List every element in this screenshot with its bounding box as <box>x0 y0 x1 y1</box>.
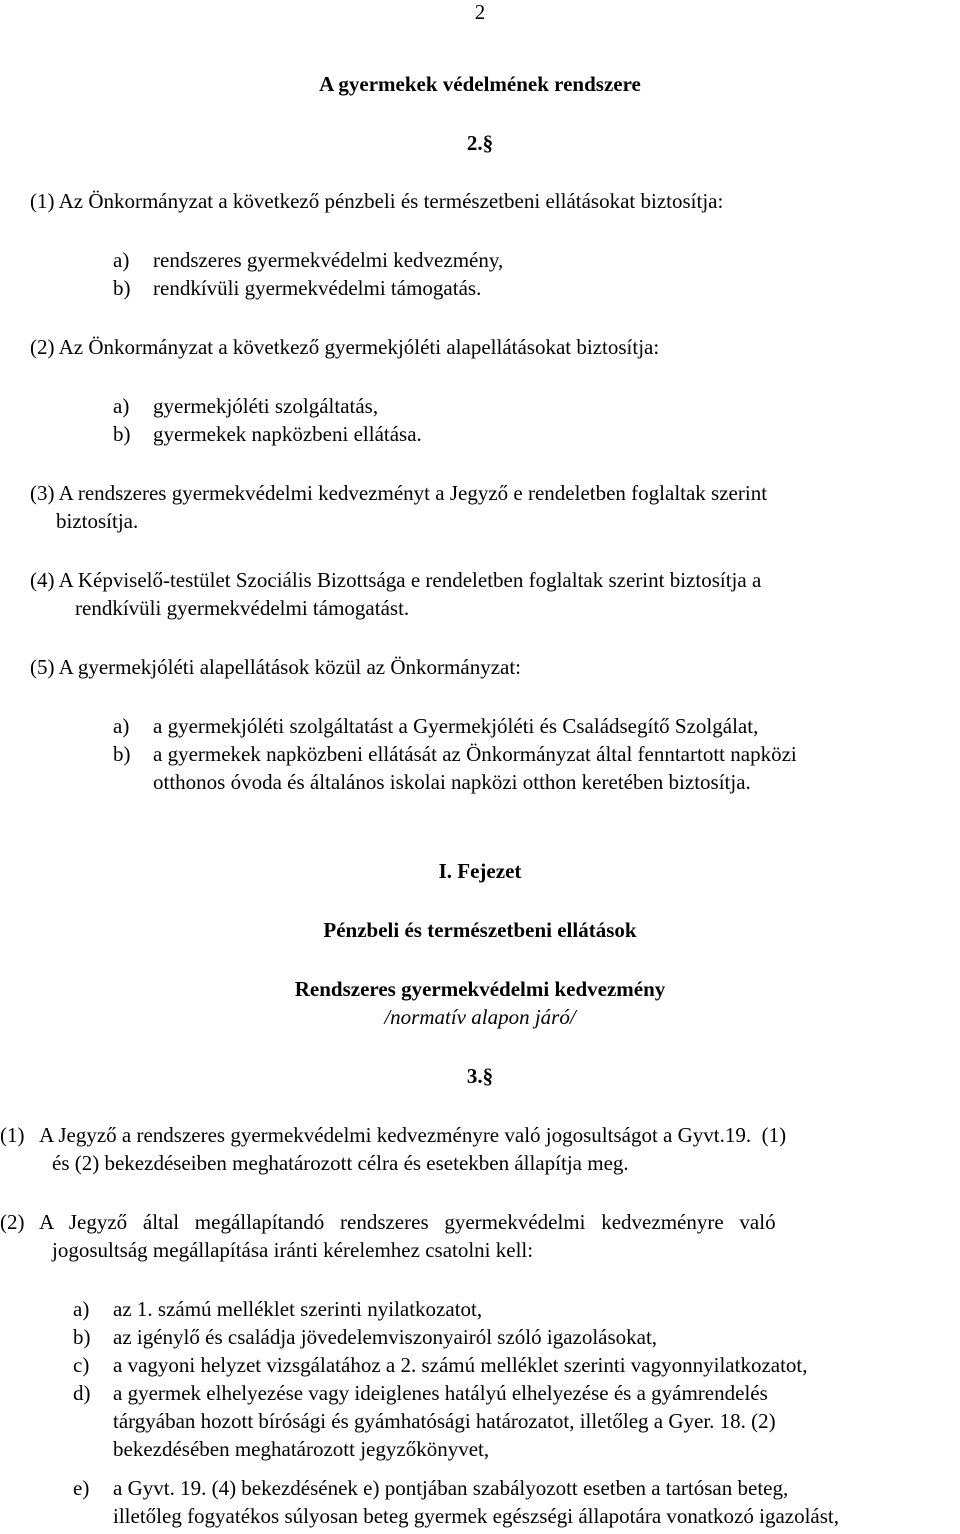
page-number: 2 <box>474 0 486 24</box>
list-item: b) gyermekek napközbeni ellátása. <box>113 422 422 446</box>
list-item: b) a gyermekek napközbeni ellátását az Önkormányzat által fenntartott napközi <box>113 742 797 766</box>
section-2-paragraph-3: (3) A rendszeres gyermekvédelmi kedvezményt a Jegyző e rendeletben foglaltak szerint <box>30 481 768 505</box>
chapter-note: /normatív alapon járó/ <box>384 1005 576 1029</box>
list-item-cont: illetőleg fogyatékos súlyosan beteg gyermek egészségi állapotára vonatkozó igazolást, <box>113 1504 840 1528</box>
list-item: e) a Gyvt. 19. (4) bekezdésének e) pontjában szabályozott esetben a tartósan beteg, <box>73 1476 789 1500</box>
section-2-paragraph-3-cont: biztosítja. <box>56 509 139 533</box>
section-3-paragraph-2: (2) A Jegyző által megállapítandó rendszeres gyermekvédelmi kedvezményre való <box>0 1210 776 1234</box>
section-3-sign: 3.§ <box>466 1064 494 1088</box>
list-item-cont: tárgyában hozott bírósági és gyámhatósági határozatot, illetőleg a Gyer. 18. (2) <box>113 1409 776 1433</box>
section-3-paragraph-1: (1) A Jegyző a rendszeres gyermekvédelmi kedvezményre való jogosultságot a Gyvt.19. (1) <box>0 1123 787 1147</box>
list-item: a) az 1. számú melléklet szerinti nyilatkozatot, <box>73 1297 483 1321</box>
section-2-sign: 2.§ <box>466 131 494 155</box>
section-2-paragraph-2: (2) Az Önkormányzat a következő gyermekjóléti alapellátásokat biztosítja: <box>30 335 660 359</box>
list-item: c) a vagyoni helyzet vizsgálatához a 2. számú melléklet szerinti vagyonnyilatkozatot, <box>73 1353 808 1377</box>
list-item-cont: otthonos óvoda és általános iskolai napközi otthon keretében biztosítja. <box>153 770 751 794</box>
list-item-cont: bekezdésében meghatározott jegyzőkönyvet, <box>113 1437 490 1461</box>
list-item: a) rendszeres gyermekvédelmi kedvezmény, <box>113 248 504 272</box>
list-item: a) gyermekjóléti szolgáltatás, <box>113 394 379 418</box>
list-item: b) rendkívüli gyermekvédelmi támogatás. <box>113 276 482 300</box>
section-2-paragraph-4: (4) A Képviselő-testület Szociális Bizottsága e rendeletben foglaltak szerint biztosítja a <box>30 568 762 592</box>
section-2-paragraph-4-cont: rendkívüli gyermekvédelmi támogatást. <box>75 596 410 620</box>
list-item: b) az igénylő és családja jövedelemviszonyairól szóló igazolásokat, <box>73 1325 658 1349</box>
list-item: a) a gyermekjóléti szolgáltatást a Gyermekjóléti és Családsegítő Szolgálat, <box>113 714 759 738</box>
list-item: d) a gyermek elhelyezése vagy ideiglenes hatályú elhelyezése és a gyámrendelés <box>73 1381 768 1405</box>
section-3-paragraph-1-cont: és (2) bekezdéseiben meghatározott célra és esetekben állapítja meg. <box>52 1151 629 1175</box>
section-3-paragraph-2-cont: jogosultság megállapítása iránti kérelemhez csatolni kell: <box>52 1238 534 1262</box>
page-heading: A gyermekek védelmének rendszere <box>319 72 641 96</box>
chapter-subtitle: Rendszeres gyermekvédelmi kedvezmény <box>294 977 666 1001</box>
section-2-paragraph-5: (5) A gyermekjóléti alapellátások közül az Önkormányzat: <box>30 655 521 679</box>
chapter-number: I. Fejezet <box>438 859 522 883</box>
chapter-title: Pénzbeli és természetbeni ellátások <box>323 918 637 942</box>
section-2-paragraph-1: (1) Az Önkormányzat a következő pénzbeli és természetbeni ellátásokat biztosítja: <box>30 189 724 213</box>
